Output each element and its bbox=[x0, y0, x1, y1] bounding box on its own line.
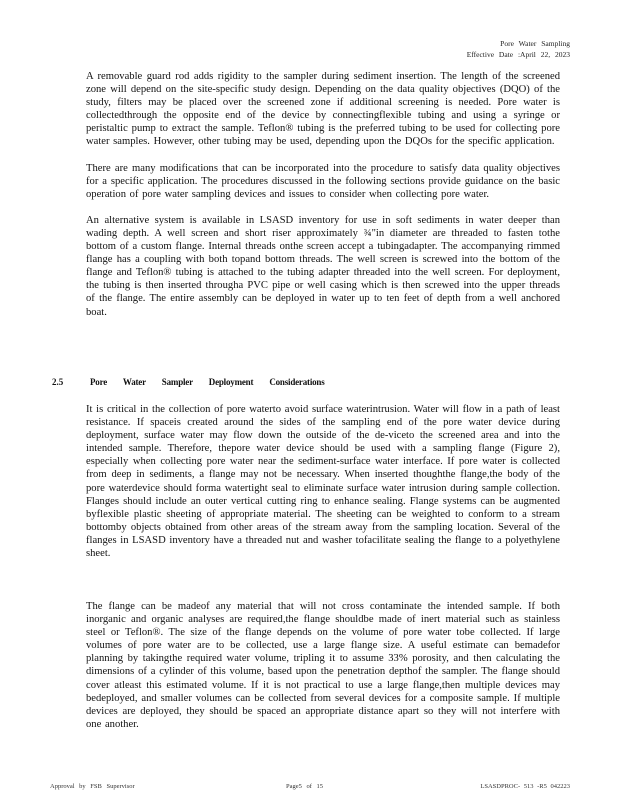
section-number: 2.5 bbox=[52, 377, 64, 387]
flange-section bbox=[86, 600, 560, 744]
footer-page-number: Page5 of 15 bbox=[286, 783, 324, 790]
header-title: Pore Water Sampling bbox=[500, 39, 570, 48]
paragraph-guard-rod: A removable guard rod adds rigidity to the sampler during sediment insertion. The length of the screened zone will depend on the site-specific study design. Depending on the data quality objectives (DQO) of the study, filters may be placed over the screened zone if additional screening is needed. Pore water is collectedthrough the opposite end of the device by connectingflexible tubing and using a syringe or peristaltic pump to extract the sample. Teflon® tubing is the preferred tubing to be used for collecting pore water samples. However, other tubing may be used, depending upon the DQOs for the specific application. bbox=[86, 71, 560, 148]
paragraph-flange-material: The flange can be madeof any material that will not cross contaminate the intended sample. If both inorganic and organic analyses are required,the flange shouldbe made of inert material such as stainless steel or Teflon®. The size of the flange depends on the volume of pore water tobe collected. If large volumes of pore water are to be collected, use a large flange size. A useful estimate can bemadefor planning by takingthe required water volume, tripling it to assume 33% porosity, and then calculating the dimensions of a cylinder of this volume, based upon the penetration depthof the sampler. The flange should cover atleast this estimated volume. If it is not practical to use a large flange,then multiple devices may bedeployed, and smaller volumes can be collected from several devices for a composite sample. If multiple devices are deployed, they should be spaced an appropriate distance apart so they will not interfere with one another. bbox=[86, 601, 560, 730]
paragraph-surface-water-intrusion: It is critical in the collection of pore waterto avoid surface waterintrusion. Water will flow in a path of least resistance. If spaceis created around the sides of the sampling end of the pore water device during deployment, surface water may flow down the outside of the de-viceto the screened area and into the intended sample. Therefore, thepore water device should be used with a sampling flange (Figure 2), especially when collecting pore water near the sediment-surface water interface. If pore water is collected from deep in sediments, a flange may not be necessary. When inserted thoughthe flange,the body of the pore waterdevice should forma watertight seal to eliminate surface water intrusion during sample collection. Flanges should include an outer vertical cutting ring to enhance sealing. Flange systems can be augmented byflexible plastic sheeting of appropriate material. The sheeting can be weighted to conform to a stream bottomby objects obtained from other areas of the stream away from the sampling location. Several of the flanges in LSASD inventory have a threaded nut and washer tofacilitate sealing the flange to a polyethylene sheet. bbox=[86, 404, 560, 560]
intro-section bbox=[86, 70, 560, 332]
section-title: Pore Water Sampler Deployment Considerations bbox=[90, 377, 325, 387]
footer-document-id: LSASDPROC- 513 -R5 042223 bbox=[480, 783, 570, 790]
deployment-section bbox=[86, 403, 560, 573]
paragraph-alternative-system: An alternative system is available in LSASD inventory for use in soft sediments in water deeper than wading depth. A well screen and short riser approximately ¾"in diameter are threaded to fasten tothe bottom of a custom flange. Internal threads onthe screen accept a tubingadapter. The accompanying rimmed flange has a coupling with both topand bottom threads. The well screen is screwed into the bottom of the flange and Teflon® tubing is attached to the tubing adapter threaded into the well screen. For deployment, the tubing is then inserted througha PVC pipe or well casing which is then screwed into the upper threads of the flange. The entire assembly can be deployed in water up to ten feet of depth from a well anchored boat. bbox=[86, 214, 560, 318]
paragraph-modifications: There are many modifications that can be incorporated into the procedure to satisfy data quality objectives for a specific application. The procedures discussed in the following sections provide guidance on the basic operation of pore water sampling devices and issues to consider when collecting pore water. bbox=[86, 162, 560, 200]
header-effective-date: Effective Date :April 22, 2023 bbox=[466, 50, 570, 59]
footer-approval: Approval by FSB Supervisor bbox=[50, 783, 135, 790]
document-header bbox=[467, 38, 570, 60]
